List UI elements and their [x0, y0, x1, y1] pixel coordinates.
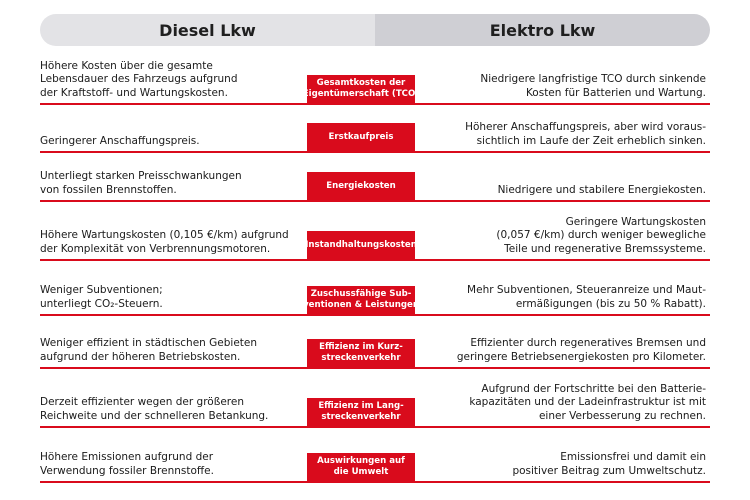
elektro-text: Mehr Subventionen, Steueranreize und Maut- ermäßigungen (bis zu 50 % Rabatt). [467, 284, 706, 310]
row-divider [40, 103, 710, 105]
row-divider [40, 314, 710, 316]
category-badge: Zuschussfähige Sub- ventionen & Leistungen [307, 286, 415, 314]
comparison-row-long-distance [40, 370, 710, 428]
elektro-text: Effizienter durch regeneratives Bremsen und geringere Betriebsenergiekosten pro Kilometer. [456, 337, 706, 363]
elektro-text: Niedrigere langfristige TCO durch sinkende Kosten für Batterien und Wartung. [480, 73, 706, 99]
elektro-text: Emissionsfrei und damit ein positiver Beitrag zum Umweltschutz. [512, 451, 706, 477]
elektro-text: Geringere Wartungskosten (0,057 €/km) durch weniger bewegliche Teile und regenerative Bremssysteme. [496, 215, 706, 255]
diesel-text: Höhere Wartungskosten (0,105 €/km) aufgrund der Komplexität von Verbrennungsmotoren. [40, 229, 289, 255]
diesel-text: Weniger effizient in städtischen Gebieten aufgrund der höheren Betriebskosten. [40, 337, 258, 363]
diesel-text: Höhere Kosten über die gesamte Lebensdauer des Fahrzeugs aufgrund der Kraftstoff- und Wartungskosten. [40, 59, 238, 99]
diesel-text: Geringerer Anschaffungspreis. [40, 134, 200, 147]
category-badge: Auswirkungen auf die Umwelt [307, 453, 415, 481]
comparison-row-tco [40, 55, 710, 105]
diesel-text: Unterliegt starken Preisschwankungen von fossilen Brennstoffen. [40, 170, 242, 196]
diesel-column-title: Diesel Lkw [159, 20, 256, 40]
category-badge: Effizienz im Kurz- streckenverkehr [307, 339, 415, 367]
diesel-text: Weniger Subventionen; unterliegt CO₂-Steuern. [40, 284, 163, 310]
comparison-row-short-distance [40, 317, 710, 369]
comparison-row-environment [40, 429, 710, 483]
diesel-text: Derzeit effizienter wegen der größeren Reichweite und der schnelleren Betankung. [40, 396, 269, 422]
diesel-column-header [40, 14, 375, 46]
category-badge: Erstkaufpreis [307, 123, 415, 151]
category-badge: Energiekosten [307, 172, 415, 200]
elektro-column-header [375, 14, 710, 46]
elektro-text: Aufgrund der Fortschritte bei den Batterie- kapazitäten und der Ladeinfrastruktur ist mit einer Verbesserung zu rechnen. [469, 382, 706, 422]
row-divider [40, 151, 710, 153]
comparison-row-maintenance-costs [40, 203, 710, 261]
category-badge: Gesamtkosten der Eigentümerschaft (TCO) [307, 75, 415, 103]
row-divider [40, 367, 710, 369]
elektro-text: Höherer Anschaffungspreis, aber wird voraus- sichtlich im Laufe der Zeit erheblich sinken. [465, 121, 706, 147]
comparison-row-energy-costs [40, 154, 710, 202]
row-divider [40, 481, 710, 483]
row-divider [40, 259, 710, 261]
row-divider [40, 200, 710, 202]
comparison-row-purchase-price [40, 106, 710, 153]
row-divider [40, 426, 710, 428]
comparison-row-subsidies [40, 262, 710, 316]
category-badge: Instandhaltungskosten [307, 231, 415, 259]
elektro-text: Niedrigere und stabilere Energiekosten. [497, 183, 706, 196]
category-badge: Effizienz im Lang- streckenverkehr [307, 398, 415, 426]
elektro-column-title: Elektro Lkw [489, 20, 596, 40]
diesel-text: Höhere Emissionen aufgrund der Verwendung fossiler Brennstoffe. [40, 451, 214, 477]
